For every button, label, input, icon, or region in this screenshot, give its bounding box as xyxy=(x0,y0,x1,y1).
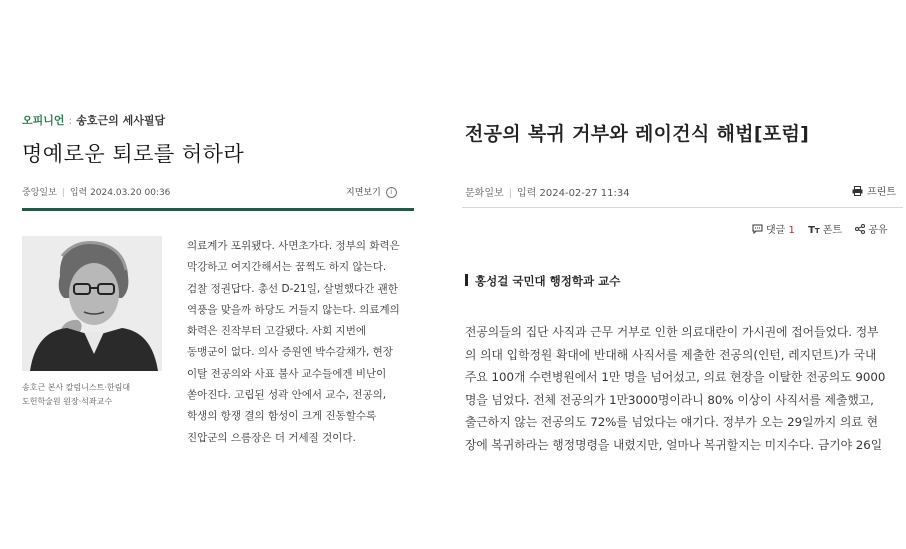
byline-marker xyxy=(465,274,468,286)
article-meta xyxy=(465,184,630,199)
article-meta xyxy=(22,185,170,198)
author-byline xyxy=(465,273,620,289)
body-line: 의 의대 입학정원 확대에 반대해 사직서를 제출한 전공의(인턴, 레지던트)가 국내 xyxy=(465,347,877,362)
body-line: 쏟아진다. 고립된 성곽 안에서 교수, 전공의, xyxy=(187,389,387,402)
section-category[interactable]: 오피니언 xyxy=(22,114,65,127)
publish-date: 입력 2024-02-27 11:34 xyxy=(517,188,630,199)
body-line: 검찰 정권답다. 총선 D-21일, 살벌했다간 괜한 xyxy=(187,282,398,295)
comment-button[interactable] xyxy=(752,225,798,236)
body-line: 출근하지 않는 전공의도 72%를 넘었다는 얘기다. 정부가 오는 29일까지 의료 현 xyxy=(465,415,878,430)
author-portrait-icon xyxy=(22,236,162,371)
body-line: 전공의들의 집단 사직과 근무 거부로 인한 의료대란이 가시권에 접어들었다. 정부 xyxy=(465,325,879,339)
author-photo xyxy=(22,236,162,371)
publish-date: 입력 2024.03.20 00:36 xyxy=(69,188,171,198)
section-header xyxy=(22,112,165,128)
print-view-label: 지면보기 xyxy=(346,188,381,198)
body-line: 주요 100개 수련병원에서 1만 명을 넘어섰고, 의료 현장을 이탈한 전공의도 9000 xyxy=(465,370,886,385)
info-icon: i xyxy=(386,187,397,198)
column-name[interactable]: 송호근의 세사필담 xyxy=(76,114,166,127)
font-label: 폰트 xyxy=(822,225,843,236)
photo-caption: 도헌학술원 원장·석좌교수 xyxy=(22,397,113,406)
print-label: 프린트 xyxy=(867,187,896,198)
print-button[interactable] xyxy=(852,183,896,198)
comment-label: 댓글 xyxy=(766,225,786,236)
article-title: 명예로운 퇴로를 허하라 xyxy=(22,142,245,166)
source-name: 문화일보 xyxy=(465,188,504,199)
photo-caption: 송호근 본사 칼럼니스트·한림대 xyxy=(22,383,131,392)
meta-divider: | xyxy=(61,188,65,198)
article-body xyxy=(187,236,415,449)
body-line: 화력은 진작부터 고갈됐다. 사회 지번에 xyxy=(187,325,366,338)
share-label: 공유 xyxy=(868,225,888,236)
body-line: 역풍을 맞을까 하당도 거들지 않는다. 의료계의 xyxy=(187,303,400,316)
font-size-button[interactable] xyxy=(808,225,845,236)
body-line: 학생의 항쟁 결의 함성이 크게 진동할수록 xyxy=(187,410,377,423)
body-line: 장에 복귀하라는 행정명령을 내렸지만, 얼마나 복귀할지는 미지수다. 금기야 26일 xyxy=(465,437,883,452)
header-rule xyxy=(22,208,414,211)
print-view-button[interactable] xyxy=(346,185,397,198)
share-button[interactable] xyxy=(855,225,887,236)
source-name: 중앙일보 xyxy=(22,188,57,198)
body-line: 명을 넘었다. 전체 전공의가 1만3000명이라니 80% 이상이 사직서를 제출했고, xyxy=(465,392,874,407)
font-size-icon: TT xyxy=(808,225,820,236)
comment-count: 1 xyxy=(788,225,795,236)
section-separator: : xyxy=(68,114,73,127)
meta-divider: | xyxy=(508,188,513,199)
body-line: 막강하고 여지간해서는 꿈쩍도 하지 않는다. xyxy=(187,261,387,274)
body-line: 의료계가 포위됐다. 사면초가다. 정부의 화력은 xyxy=(187,240,400,252)
body-line: 이탈 전공의와 사표 불사 교수들에겐 비난이 xyxy=(187,367,387,380)
body-line: 동맹군이 없다. 의사 증원엔 박수갈채가, 현장 xyxy=(187,346,393,359)
header-rule xyxy=(462,207,903,208)
comment-icon xyxy=(752,224,763,234)
article-title: 전공의 복귀 거부와 레이건식 해법[포럼] xyxy=(465,123,810,145)
share-icon xyxy=(855,224,865,234)
article-body xyxy=(465,321,905,457)
byline-text: 홍성걸 국민대 행정학과 교수 xyxy=(475,274,621,288)
printer-icon xyxy=(852,186,863,196)
article-toolbar xyxy=(752,221,898,236)
body-line: 진압군의 으름장은 더 거세질 것이다. xyxy=(187,431,356,444)
